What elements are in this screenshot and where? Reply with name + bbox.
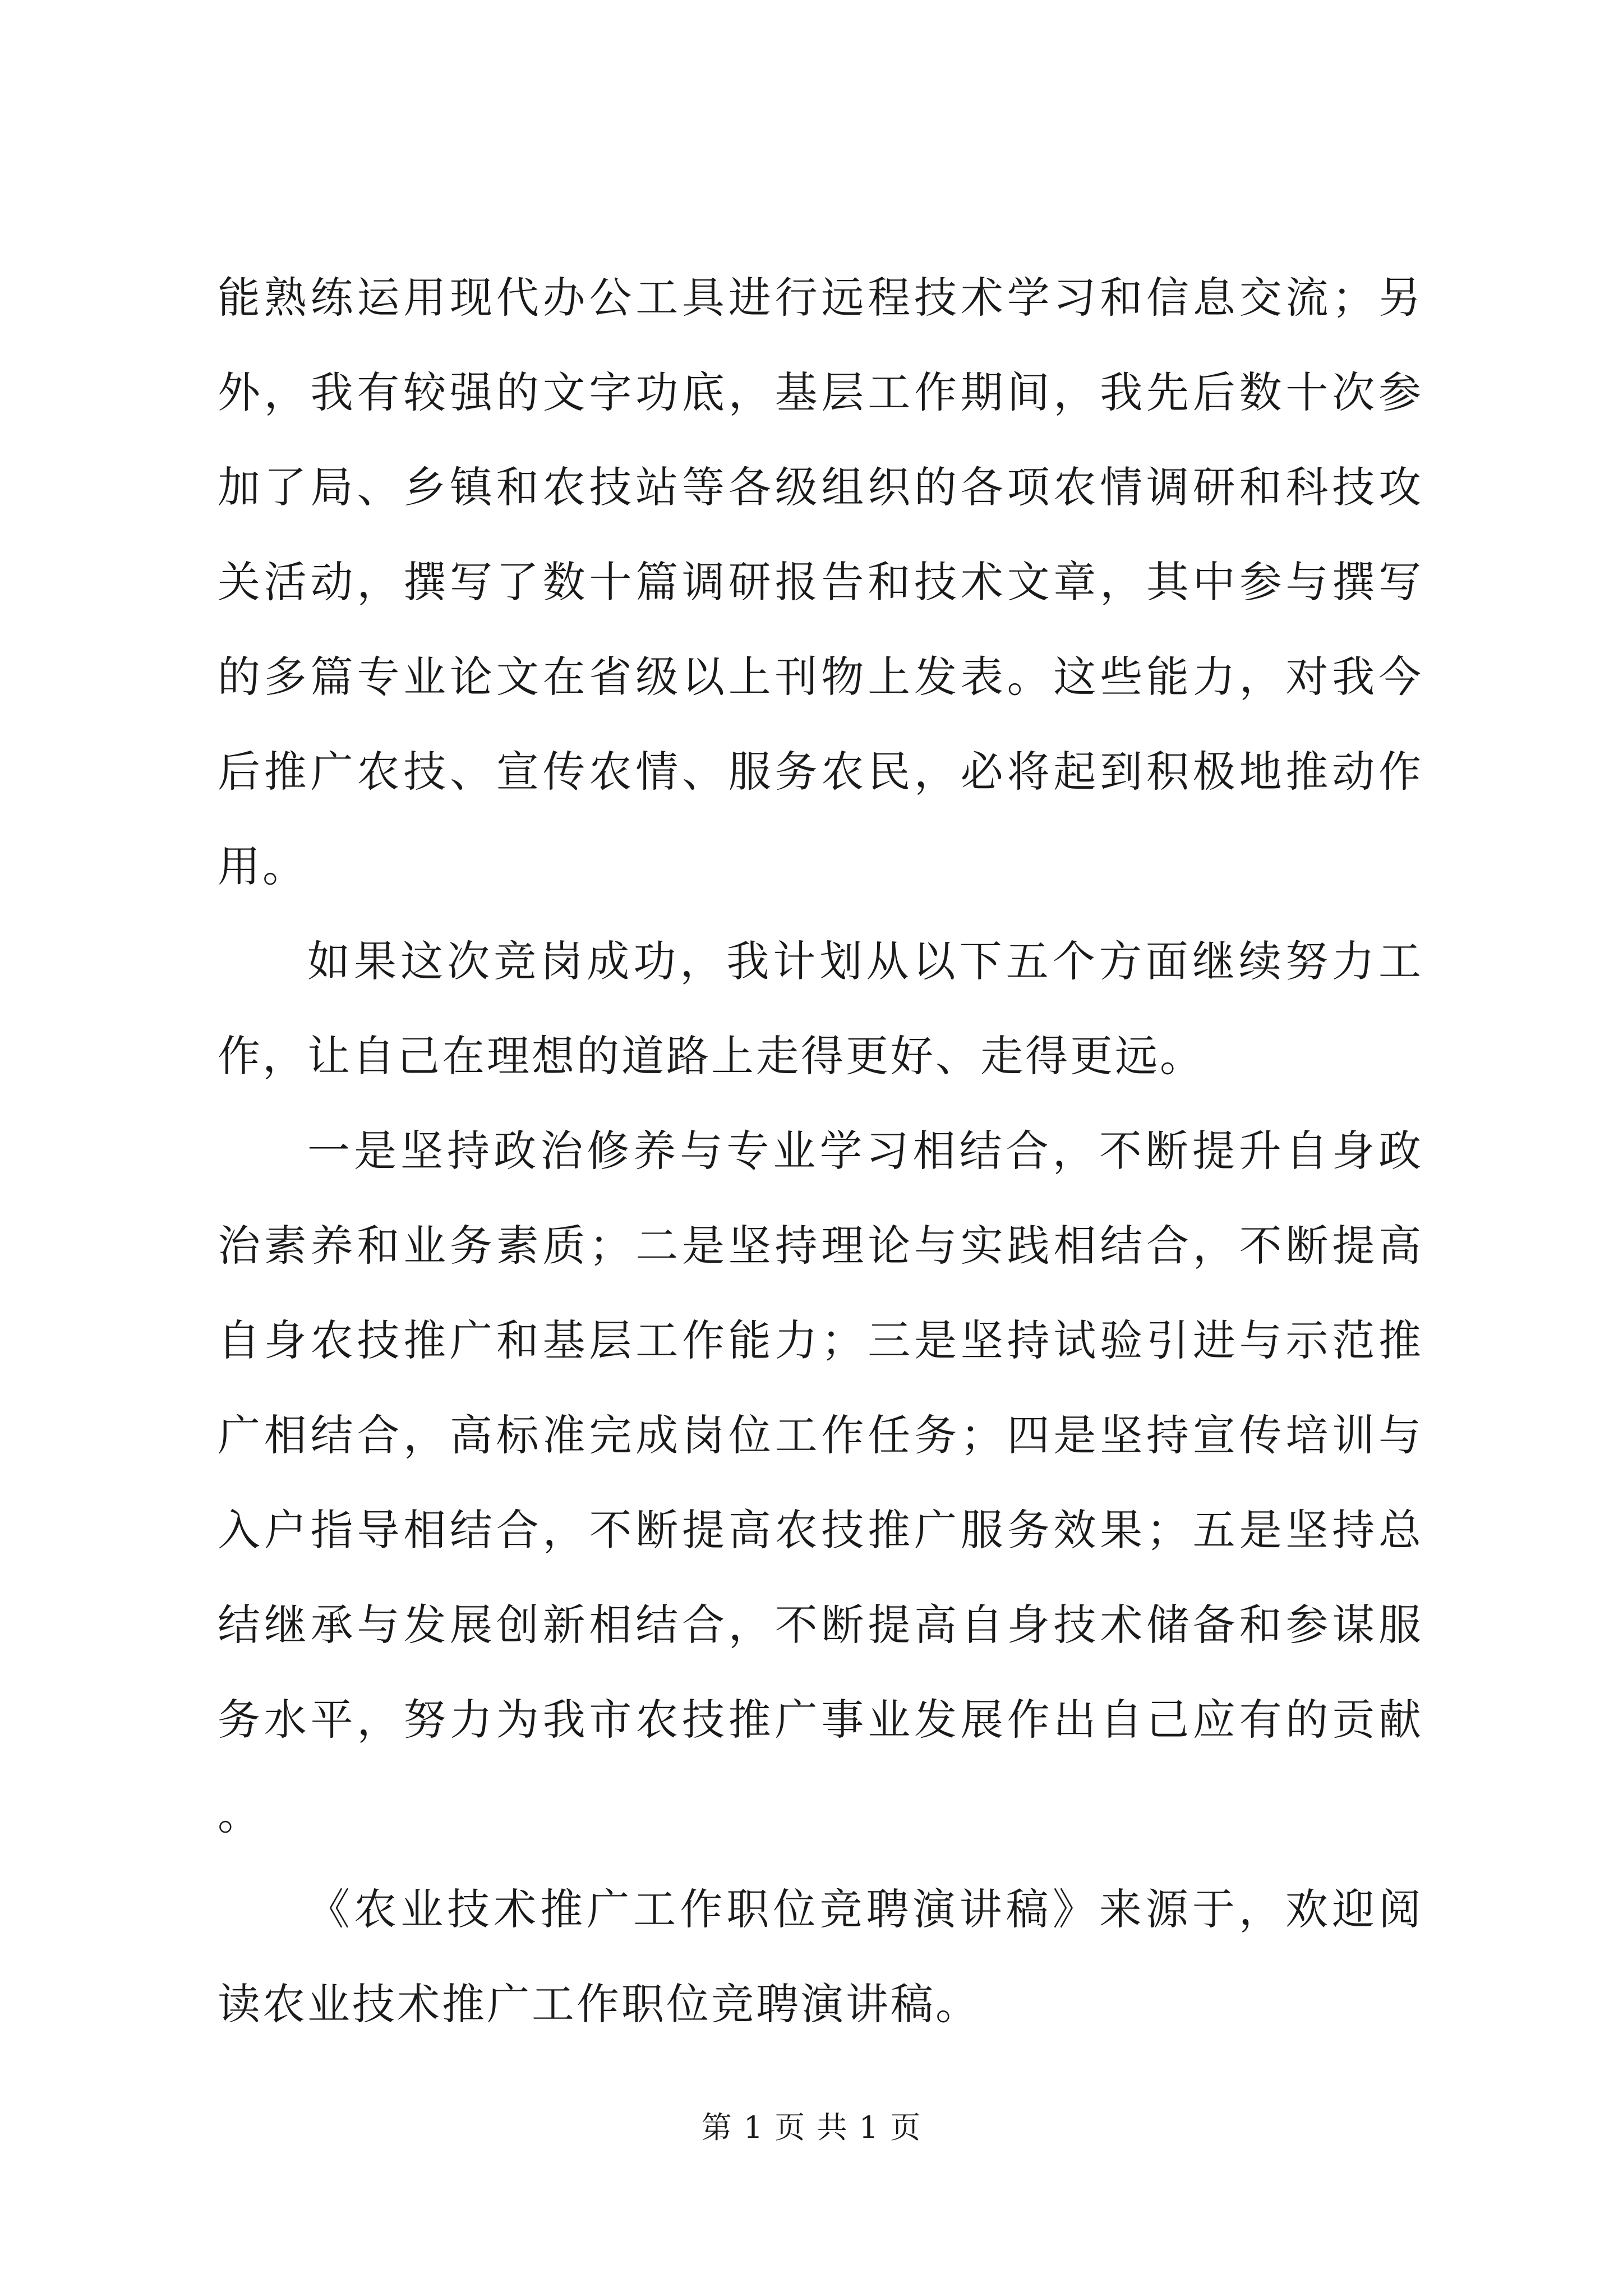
document-body	[218, 250, 1423, 2051]
paragraph-source-note: 《农业技术推广工作职位竞聘演讲稿》来源于，欢迎阅读农业技术推广工作职位竞聘演讲稿。	[218, 1884, 1423, 2029]
paragraph-skills: 能熟练运用现代办公工具进行远程技术学习和信息交流；另外，我有较强的文字功底，基层工作期间，我先后数十次参加了局、乡镇和农技站等各级组织的各项农情调研和科技攻关活动，撰写了数十篇调研报告和技术文章，其中参与撰写的多篇专业论文在省级以上刊物上发表。这些能力，对我今后推广农技、宣传农情、服务农民，必将起到积极地推动作用。	[218, 273, 1423, 891]
page-footer: 第 1 页 共 1 页	[701, 2110, 922, 2145]
paragraph-plan-intro: 如果这次竞岗成功，我计划从以下五个方面继续努力工作，让自己在理想的道路上走得更好、走得更远。	[218, 936, 1423, 1081]
paragraph-five-aspects: 一是坚持政治修养与专业学习相结合，不断提升自身政治素养和业务素质；二是坚持理论与实践相结合，不断提高自身农技推广和基层工作能力；三是坚持试验引进与示范推广相结合，高标准完成岗位工作任务；四是坚持宣传培训与入户指导相结合，不断提高农技推广服务效果；五是坚持总结继承与发展创新相结合，不断提高自身技术储备和参谋服务水平，努力为我市农技推广事业发展作出自己应有的贡献。	[218, 1126, 1423, 1839]
